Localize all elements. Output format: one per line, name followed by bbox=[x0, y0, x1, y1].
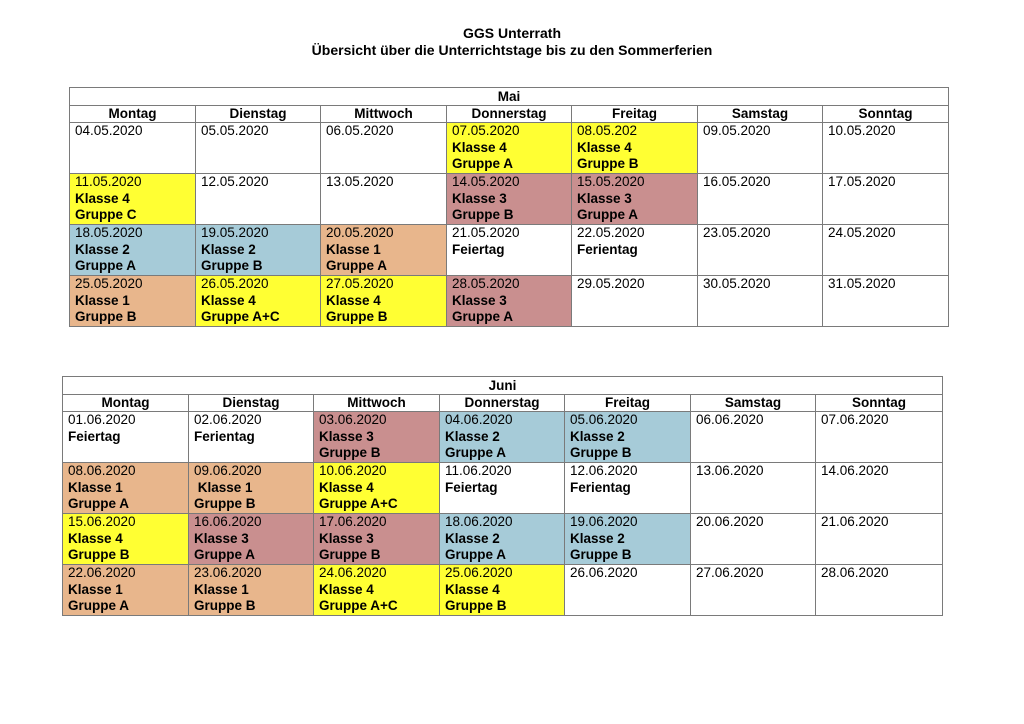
day-date: 24.05.2020 bbox=[828, 225, 896, 240]
month-title: Mai bbox=[70, 88, 949, 106]
day-line-1: Klasse 2 bbox=[570, 428, 625, 444]
day-date: 10.05.2020 bbox=[828, 123, 896, 138]
day-cell bbox=[816, 514, 943, 565]
day-line-1: Klasse 4 bbox=[445, 581, 500, 597]
day-line-1: Klasse 4 bbox=[577, 139, 632, 155]
calendar-may bbox=[69, 87, 949, 327]
day-date: 24.06.2020 bbox=[319, 565, 387, 580]
day-date: 29.05.2020 bbox=[577, 276, 645, 291]
week-row bbox=[63, 565, 943, 616]
day-line-2: Gruppe C bbox=[75, 207, 137, 222]
day-date: 19.05.2020 bbox=[201, 225, 269, 240]
document-header bbox=[0, 25, 1024, 59]
day-line-1: Klasse 2 bbox=[445, 530, 500, 546]
day-cell bbox=[440, 412, 565, 463]
day-cell bbox=[823, 276, 949, 327]
day-line-1: Klasse 1 bbox=[68, 479, 123, 495]
day-date: 14.05.2020 bbox=[452, 174, 520, 189]
day-line-1: Klasse 2 bbox=[201, 241, 256, 257]
week-row bbox=[70, 174, 949, 225]
day-date: 18.05.2020 bbox=[75, 225, 143, 240]
day-date: 27.06.2020 bbox=[696, 565, 764, 580]
day-cell bbox=[565, 514, 691, 565]
day-line-1: Klasse 4 bbox=[68, 530, 123, 546]
day-cell bbox=[816, 412, 943, 463]
day-line-1: Klasse 1 bbox=[194, 479, 253, 495]
day-cell bbox=[565, 412, 691, 463]
day-cell bbox=[321, 174, 447, 225]
day-cell bbox=[440, 514, 565, 565]
day-line-2: Gruppe A+C bbox=[201, 309, 280, 324]
day-date: 12.05.2020 bbox=[201, 174, 269, 189]
day-date: 08.05.202 bbox=[577, 123, 638, 138]
calendar-june bbox=[62, 376, 943, 616]
day-date: 07.06.2020 bbox=[821, 412, 889, 427]
day-cell bbox=[63, 565, 189, 616]
day-cell bbox=[196, 225, 321, 276]
day-cell bbox=[196, 174, 321, 225]
day-line-2: Gruppe B bbox=[194, 496, 256, 511]
day-line-2: Gruppe A bbox=[445, 547, 507, 562]
day-line-1: Klasse 2 bbox=[75, 241, 130, 257]
day-date: 11.05.2020 bbox=[75, 174, 142, 189]
day-line-1: Klasse 4 bbox=[326, 292, 381, 308]
weekday-dienstag: Dienstag bbox=[196, 106, 321, 123]
day-date: 25.05.2020 bbox=[75, 276, 143, 291]
day-line-2: Gruppe A+C bbox=[319, 496, 398, 511]
day-line-2: Gruppe B bbox=[68, 547, 130, 562]
week-row bbox=[70, 225, 949, 276]
day-cell bbox=[189, 412, 314, 463]
week-row bbox=[70, 276, 949, 327]
day-cell bbox=[70, 225, 196, 276]
day-cell bbox=[70, 276, 196, 327]
day-line-2: Gruppe B bbox=[326, 309, 388, 324]
day-line-1: Klasse 3 bbox=[452, 292, 507, 308]
day-date: 30.05.2020 bbox=[703, 276, 771, 291]
day-date: 04.05.2020 bbox=[75, 123, 143, 138]
day-line-2: Gruppe B bbox=[319, 547, 381, 562]
weekday-samstag: Samstag bbox=[698, 106, 823, 123]
day-cell bbox=[314, 463, 440, 514]
day-date: 26.05.2020 bbox=[201, 276, 269, 291]
day-cell bbox=[63, 463, 189, 514]
weekday-donnerstag: Donnerstag bbox=[440, 395, 565, 412]
day-date: 31.05.2020 bbox=[828, 276, 896, 291]
day-date: 02.06.2020 bbox=[194, 412, 262, 427]
day-date: 13.06.2020 bbox=[696, 463, 764, 478]
day-date: 28.06.2020 bbox=[821, 565, 889, 580]
day-cell bbox=[565, 463, 691, 514]
day-date: 05.05.2020 bbox=[201, 123, 269, 138]
day-line-1: Klasse 4 bbox=[319, 479, 374, 495]
day-line-1: Klasse 1 bbox=[68, 581, 123, 597]
day-line-2: Gruppe B bbox=[452, 207, 514, 222]
weekday-mittwoch: Mittwoch bbox=[314, 395, 440, 412]
day-date: 08.06.2020 bbox=[68, 463, 136, 478]
day-line-2: Gruppe A bbox=[68, 598, 130, 613]
day-cell bbox=[70, 123, 196, 174]
day-date: 21.05.2020 bbox=[452, 225, 520, 240]
day-line-1: Ferientag bbox=[194, 428, 255, 444]
day-cell bbox=[572, 276, 698, 327]
day-cell bbox=[189, 463, 314, 514]
weekday-header-row bbox=[70, 106, 949, 123]
day-line-2: Gruppe A bbox=[577, 207, 639, 222]
day-cell bbox=[447, 174, 572, 225]
day-date: 04.06.2020 bbox=[445, 412, 513, 427]
day-cell bbox=[63, 412, 189, 463]
day-cell bbox=[196, 123, 321, 174]
day-line-1: Feiertag bbox=[445, 479, 498, 495]
day-line-1: Feiertag bbox=[452, 241, 505, 257]
day-cell bbox=[823, 174, 949, 225]
day-date: 23.06.2020 bbox=[194, 565, 262, 580]
day-cell bbox=[440, 463, 565, 514]
day-cell bbox=[565, 565, 691, 616]
day-cell bbox=[823, 225, 949, 276]
day-cell bbox=[440, 565, 565, 616]
day-line-2: Gruppe A+C bbox=[319, 598, 398, 613]
weekday-freitag: Freitag bbox=[572, 106, 698, 123]
week-row bbox=[63, 463, 943, 514]
day-cell bbox=[691, 565, 816, 616]
weekday-montag: Montag bbox=[70, 106, 196, 123]
day-cell bbox=[698, 276, 823, 327]
day-cell bbox=[691, 463, 816, 514]
day-date: 28.05.2020 bbox=[452, 276, 520, 291]
day-date: 15.06.2020 bbox=[68, 514, 136, 529]
day-cell bbox=[321, 225, 447, 276]
day-line-1: Ferientag bbox=[570, 479, 631, 495]
day-date: 15.05.2020 bbox=[577, 174, 645, 189]
day-line-2: Gruppe B bbox=[570, 547, 632, 562]
day-date: 22.06.2020 bbox=[68, 565, 136, 580]
day-date: 23.05.2020 bbox=[703, 225, 771, 240]
day-date: 20.06.2020 bbox=[696, 514, 764, 529]
day-cell bbox=[314, 514, 440, 565]
day-line-1: Klasse 1 bbox=[194, 581, 249, 597]
day-date: 16.05.2020 bbox=[703, 174, 771, 189]
day-cell bbox=[314, 412, 440, 463]
day-line-2: Gruppe B bbox=[319, 445, 381, 460]
day-date: 27.05.2020 bbox=[326, 276, 394, 291]
day-line-1: Klasse 1 bbox=[326, 241, 381, 257]
weekday-freitag: Freitag bbox=[565, 395, 691, 412]
day-date: 12.06.2020 bbox=[570, 463, 638, 478]
day-cell bbox=[816, 463, 943, 514]
day-date: 11.06.2020 bbox=[445, 463, 512, 478]
weekday-samstag: Samstag bbox=[691, 395, 816, 412]
week-row bbox=[63, 514, 943, 565]
day-cell bbox=[572, 123, 698, 174]
day-line-2: Gruppe A bbox=[326, 258, 388, 273]
document-subtitle: Übersicht über die Unterrichtstage bis zu den Sommerferien bbox=[311, 42, 713, 58]
school-name: GGS Unterrath bbox=[462, 25, 561, 41]
day-date: 01.06.2020 bbox=[68, 412, 136, 427]
day-line-2: Gruppe A bbox=[68, 496, 130, 511]
day-date: 09.05.2020 bbox=[703, 123, 771, 138]
day-date: 13.05.2020 bbox=[326, 174, 394, 189]
day-line-1: Klasse 4 bbox=[319, 581, 374, 597]
day-line-1: Klasse 4 bbox=[452, 139, 507, 155]
weekday-sonntag: Sonntag bbox=[823, 106, 949, 123]
day-date: 07.05.2020 bbox=[452, 123, 520, 138]
day-date: 06.05.2020 bbox=[326, 123, 394, 138]
day-line-1: Klasse 2 bbox=[570, 530, 625, 546]
weekday-donnerstag: Donnerstag bbox=[447, 106, 572, 123]
day-line-2: Gruppe A bbox=[75, 258, 137, 273]
day-line-1: Klasse 2 bbox=[445, 428, 500, 444]
day-date: 03.06.2020 bbox=[319, 412, 387, 427]
day-line-1: Klasse 3 bbox=[577, 190, 632, 206]
day-date: 20.05.2020 bbox=[326, 225, 394, 240]
day-date: 18.06.2020 bbox=[445, 514, 513, 529]
day-cell bbox=[447, 225, 572, 276]
day-cell bbox=[321, 123, 447, 174]
day-line-1: Klasse 3 bbox=[452, 190, 507, 206]
day-cell bbox=[189, 514, 314, 565]
day-line-2: Gruppe B bbox=[201, 258, 263, 273]
day-date: 21.06.2020 bbox=[821, 514, 889, 529]
day-cell bbox=[698, 225, 823, 276]
day-line-2: Gruppe B bbox=[75, 309, 137, 324]
day-line-2: Gruppe A bbox=[452, 156, 514, 171]
day-cell bbox=[314, 565, 440, 616]
day-line-1: Klasse 3 bbox=[194, 530, 249, 546]
day-cell bbox=[70, 174, 196, 225]
day-line-2: Gruppe A bbox=[445, 445, 507, 460]
day-cell bbox=[698, 174, 823, 225]
day-date: 17.06.2020 bbox=[319, 514, 387, 529]
day-date: 25.06.2020 bbox=[445, 565, 513, 580]
day-cell bbox=[447, 123, 572, 174]
day-cell bbox=[447, 276, 572, 327]
weekday-montag: Montag bbox=[63, 395, 189, 412]
day-cell bbox=[196, 276, 321, 327]
day-line-1: Feiertag bbox=[68, 428, 121, 444]
day-line-2: Gruppe B bbox=[445, 598, 507, 613]
month-title: Juni bbox=[63, 377, 943, 395]
weekday-sonntag: Sonntag bbox=[816, 395, 943, 412]
day-line-2: Gruppe A bbox=[452, 309, 514, 324]
day-cell bbox=[691, 412, 816, 463]
weekday-dienstag: Dienstag bbox=[189, 395, 314, 412]
day-line-1: Klasse 4 bbox=[201, 292, 256, 308]
day-date: 19.06.2020 bbox=[570, 514, 638, 529]
day-line-1: Ferientag bbox=[577, 241, 638, 257]
day-cell bbox=[823, 123, 949, 174]
day-line-1: Klasse 3 bbox=[319, 530, 374, 546]
day-cell bbox=[816, 565, 943, 616]
day-line-2: Gruppe B bbox=[577, 156, 639, 171]
week-row bbox=[70, 123, 949, 174]
day-date: 14.06.2020 bbox=[821, 463, 889, 478]
day-date: 16.06.2020 bbox=[194, 514, 262, 529]
day-date: 17.05.2020 bbox=[828, 174, 896, 189]
weekday-mittwoch: Mittwoch bbox=[321, 106, 447, 123]
day-line-2: Gruppe B bbox=[194, 598, 256, 613]
day-cell bbox=[698, 123, 823, 174]
day-line-1: Klasse 3 bbox=[319, 428, 374, 444]
day-line-1: Klasse 4 bbox=[75, 190, 130, 206]
day-cell bbox=[691, 514, 816, 565]
day-cell bbox=[572, 174, 698, 225]
day-cell bbox=[63, 514, 189, 565]
day-date: 06.06.2020 bbox=[696, 412, 764, 427]
day-line-1: Klasse 1 bbox=[75, 292, 130, 308]
day-cell bbox=[321, 276, 447, 327]
day-date: 10.06.2020 bbox=[319, 463, 387, 478]
day-line-2: Gruppe B bbox=[570, 445, 632, 460]
weekday-header-row bbox=[63, 395, 943, 412]
day-date: 26.06.2020 bbox=[570, 565, 638, 580]
day-cell bbox=[189, 565, 314, 616]
day-date: 22.05.2020 bbox=[577, 225, 645, 240]
day-line-2: Gruppe A bbox=[194, 547, 256, 562]
day-date: 05.06.2020 bbox=[570, 412, 638, 427]
day-date: 09.06.2020 bbox=[194, 463, 262, 478]
week-row bbox=[63, 412, 943, 463]
day-cell bbox=[572, 225, 698, 276]
